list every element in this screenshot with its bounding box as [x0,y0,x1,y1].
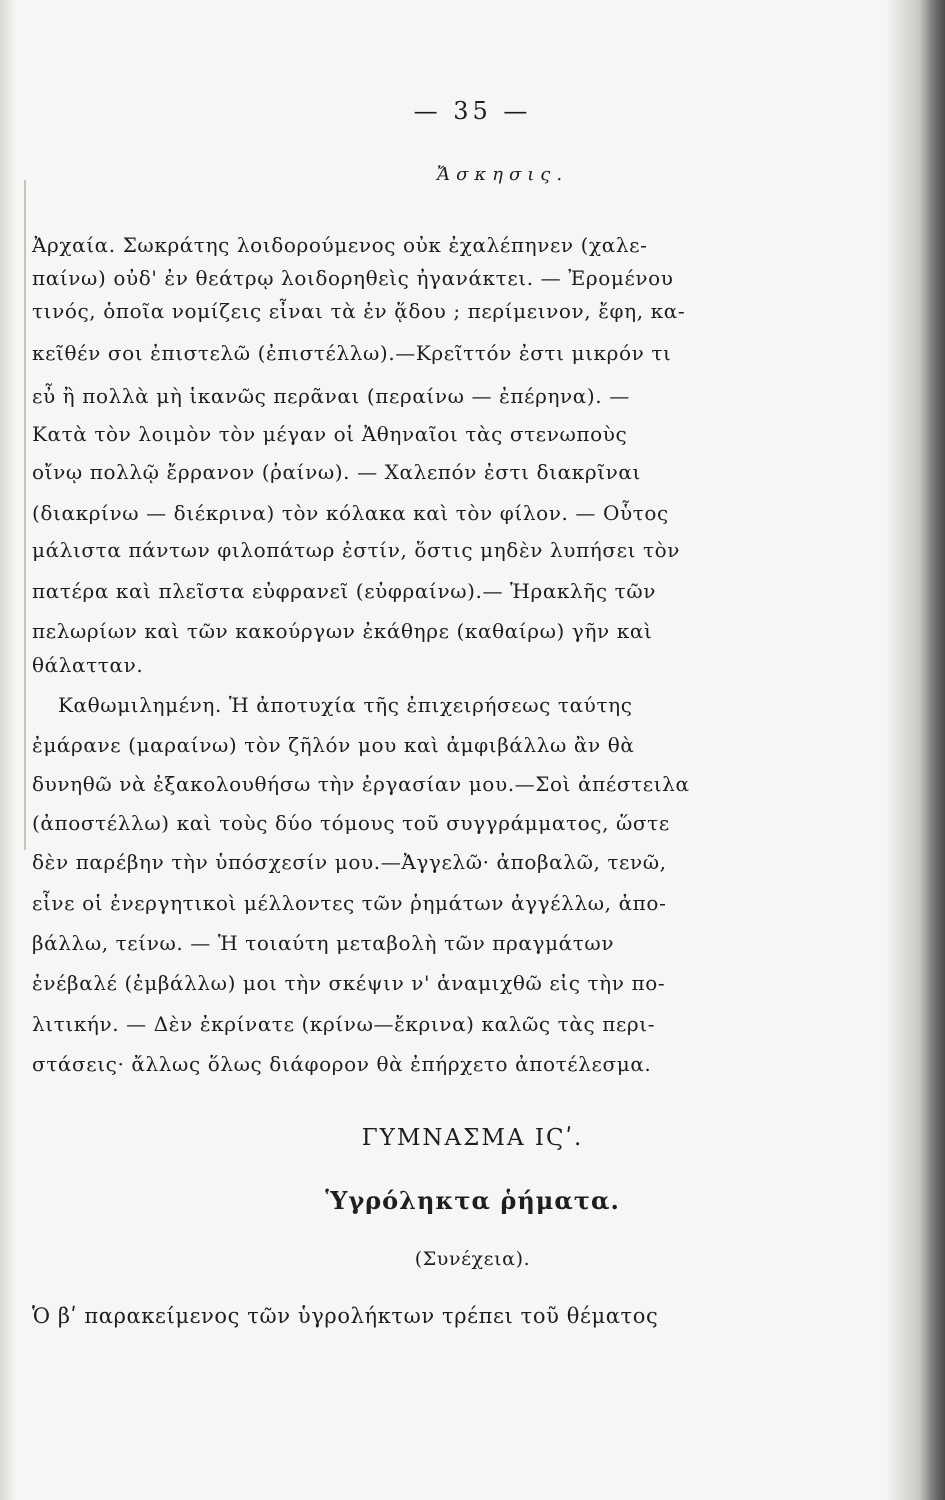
kathomilimeni-line: εἶνε οἱ ἐνεργητικοὶ μέλλοντες τῶν ῥημάτων ἀγγέλλω, ἀπο- [32,891,667,915]
kathomilimeni-line: δὲν παρέβην τὴν ὑπόσχεσίν μου.—Ἀγγελῶ· ἀποβαλῶ, τενῶ, [32,850,667,874]
page-number: — 35 — [413,97,532,125]
archaia-line: τινός, ὁποῖα νομίζεις εἶναι τὰ ἐν ᾅδου ; περίμεινον, ἔφη, κα- [32,299,686,323]
kathomilimeni-line: (ἀποστέλλω) καὶ τοὺς δύο τόμους τοῦ συγγράμματος, ὥστε [32,811,670,835]
kathomilimeni-line: δυνηθῶ νὰ ἐξακολουθήσω τὴν ἐργασίαν μου.—Σοὶ ἀπέστειλα [32,772,690,796]
exercise-heading: Ἄσκησις. [436,164,569,185]
archaia-line: θάλατταν. [32,653,144,677]
kathomilimeni-line: βάλλω, τείνω. — Ἡ τοιαύτη μεταβολὴ τῶν πραγμάτων [32,931,615,955]
kathomilimeni-line: ἐνέβαλέ (ἐμβάλλω) μοι τὴν σκέψιν ν' ἀναμιχθῶ εἰς τὴν πο- [32,971,666,995]
archaia-line: πελωρίων καὶ τῶν κακούργων ἐκάθηρε (καθαίρω) γῆν καὶ [32,619,653,643]
archaia-line: κεῖθέν σοι ἐπιστελῶ (ἐπιστέλλω).—Κρεῖττόν ἐστι μικρόν τι [32,341,672,365]
section-title: ΓΥΜΝΑΣΜΑ ΙϚʹ. [361,1125,584,1151]
closing-line: Ὁ βʹ παρακείμενος τῶν ὑγρολήκτων τρέπει τοῦ θέματος [32,1304,659,1328]
scan-edge-shadow [887,0,945,1500]
kathomilimeni-line: Καθωμιλημένη. Ἡ ἀποτυχία τῆς ἐπιχειρήσεως ταύτης [58,693,633,717]
archaia-line: πατέρα καὶ πλεῖστα εὐφρανεῖ (εὐφραίνω).— Ἡρακλῆς τῶν [32,579,656,603]
margin-rule [24,180,26,850]
archaia-line: εὖ ἢ πολλὰ μὴ ἱκανῶς περᾶναι (περαίνω — ἐπέρηνα). — [32,384,630,408]
archaia-line: Κατὰ τὸν λοιμὸν τὸν μέγαν οἱ Ἀθηναῖοι τὰς στενωποὺς [32,422,628,446]
kathomilimeni-line: στάσεις· ἄλλως ὅλως διάφορον θὰ ἐπήρχετο ἀποτέλεσμα. [32,1052,652,1076]
section-note: (Συνέχεια). [414,1248,531,1270]
archaia-line: παίνω) οὐδ' ἐν θεάτρῳ λοιδορηθεὶς ἠγανάκτει. — Ἐρομένου [32,266,674,290]
kathomilimeni-line: λιτικήν. — Δὲν ἐκρίνατε (κρίνω—ἔκρινα) καλῶς τὰς περι- [32,1012,656,1036]
archaia-line: (διακρίνω — διέκρινα) τὸν κόλακα καὶ τὸν φίλον. — Οὗτος [32,501,669,525]
binding-edge [0,0,14,1500]
archaia-line: οἴνῳ πολλῷ ἔρρανον (ῥαίνω). — Χαλεπόν ἐστι διακρῖναι [32,460,641,484]
archaia-line: Ἀρχαία. Σωκράτης λοιδορούμενος οὐκ ἐχαλέπηνεν (χαλε- [32,233,648,257]
kathomilimeni-line: ἐμάρανε (μαραίνω) τὸν ζῆλόν μου καὶ ἀμφιβάλλω ἂν θὰ [32,733,635,757]
archaia-line: μάλιστα πάντων φιλοπάτωρ ἐστίν, ὅστις μηδὲν λυπήσει τὸν [32,538,681,562]
section-subtitle: Ὑγρόληκτα ῥήματα. [325,1186,620,1215]
